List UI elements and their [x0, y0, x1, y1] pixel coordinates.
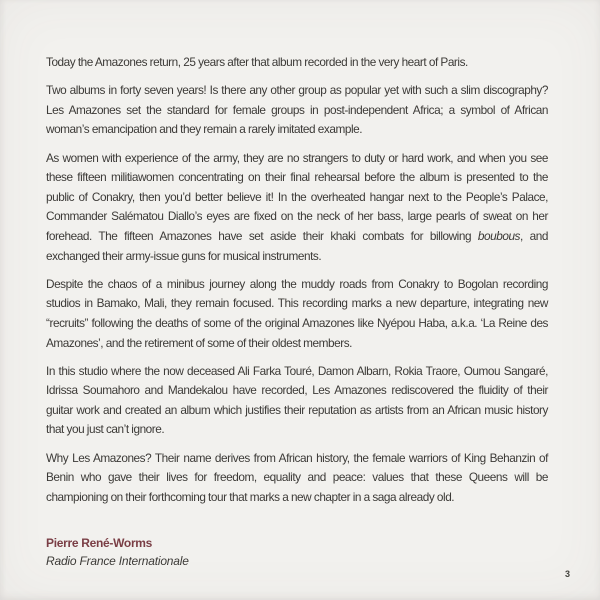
- paragraph-6: Why Les Amazones? Their name derives from African history, the female warriors of King Behanzin of Benin who gave their lives for freedom, equality and peace: values that these Queens will be championing on their forthcoming tour that marks a new chapter in a saga already old.: [46, 450, 548, 504]
- liner-notes-text: [46, 53, 548, 571]
- paragraph-3-text-after: , and exchanged their army-issue guns for musical instruments.: [46, 228, 548, 263]
- paragraph-5: In this studio where the now deceased Ali Farka Touré, Damon Albarn, Rokia Traore, Oumou Sangaré, Idrissa Soumahoro and Mandekalou have recorded, Les Amazones rediscovered the fluidity of their guitar work and created an album which justifies their reputation as artists from an African music history that you just can’t ignore.: [46, 363, 548, 437]
- paragraph-4: Despite the chaos of a minibus journey along the muddy roads from Conakry to Bogolan recording studios in Bamako, Mali, they remain focused. This recording marks a new departure, integrating new “recruits” following the deaths of some of the original Amazones like Nyépou Haba, a.k.a. ‘La Reine des Amazones’, and the retirement of some of their oldest members.: [46, 276, 548, 350]
- signature-block: [46, 534, 548, 571]
- signature-name: Pierre René-Worms: [46, 536, 153, 551]
- page-number: 3: [564, 569, 570, 579]
- italic-term-boubous: boubous: [477, 228, 521, 243]
- paragraph-2: Two albums in forty seven years! Is there any other group as popular yet with such a slim discography? Les Amazones set the standard for female groups in post-independent Africa; a symbol of African woman’s emancipation and they remain a rarely imitated example.: [46, 83, 548, 137]
- paragraph-3: [46, 149, 548, 267]
- paragraph-3-text-before: As women with experience of the army, they are no strangers to duty or hard work, and when you see these fifteen militiawomen concentrating on their final rehearsal before the album is presented to the public of Conakry, then you’d better believe it! In the overheated hangar next to the People’s Palace, Commander Salématou Diallo’s eyes are fixed on the neck of her bass, large pearls of sweat on her forehead. The fifteen Amazones have set aside their khaki combats for billowing: [46, 150, 548, 243]
- signature-organization: Radio France Internationale: [46, 554, 189, 569]
- paragraph-1: Today the Amazones return, 25 years after that album recorded in the very heart of Paris.: [46, 55, 468, 69]
